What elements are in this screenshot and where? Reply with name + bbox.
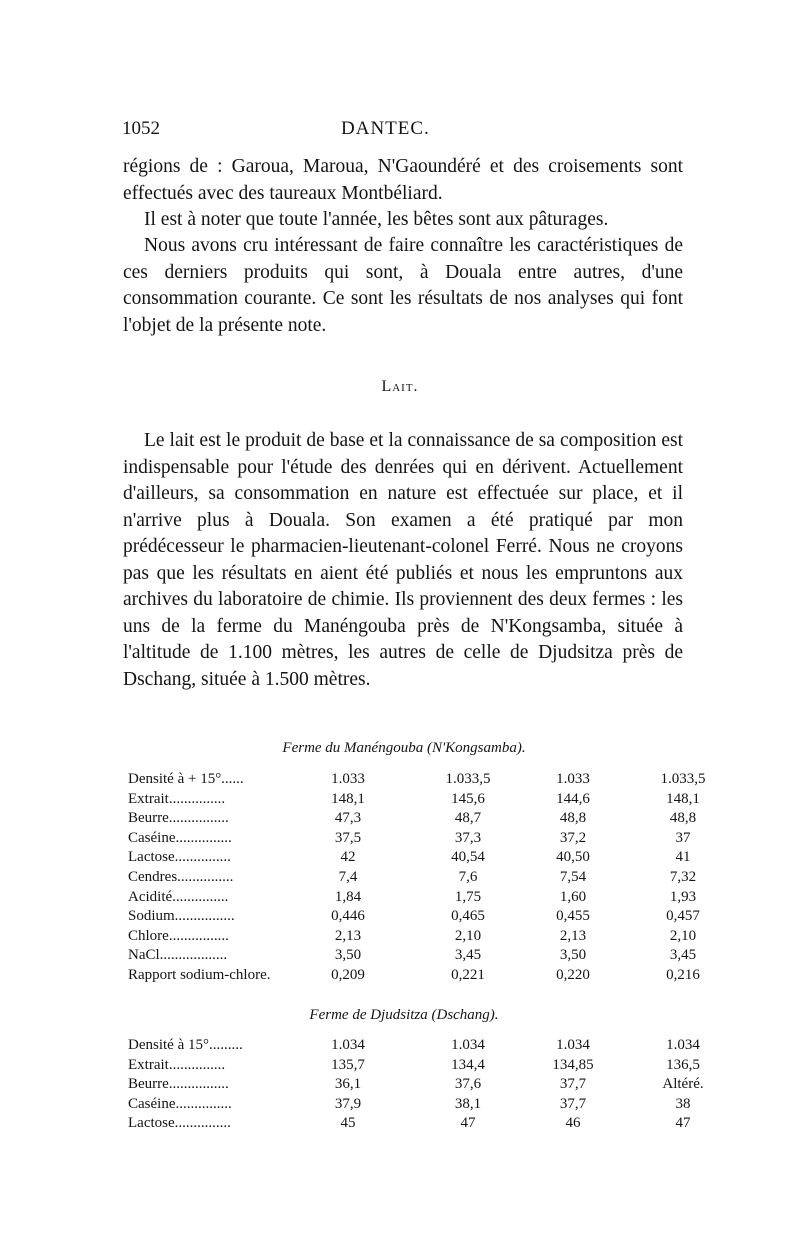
cell: 2,10: [669, 927, 697, 944]
row-label: NaCl..................: [128, 947, 228, 964]
cell: 37: [675, 829, 691, 846]
table-row: [128, 1036, 700, 1056]
cell: 46: [565, 1115, 581, 1131]
cell: 1.033,5: [660, 771, 706, 787]
row-label: Rapport sodium-chlore.: [128, 966, 271, 983]
cell: 2,13: [559, 927, 587, 944]
cell: 40,50: [556, 849, 590, 866]
row-label: Caséine...............: [128, 829, 232, 846]
cell: 148,1: [666, 790, 700, 807]
cell: 1.034: [556, 1037, 590, 1053]
cell: 7,4: [338, 868, 358, 885]
cell: 3,45: [454, 947, 482, 964]
cell: 1.033: [331, 771, 365, 787]
cell: 1.033,5: [445, 771, 491, 787]
row-label: Lactose...............: [128, 1115, 231, 1131]
cell: 47: [460, 1115, 476, 1131]
running-header: [122, 118, 682, 148]
table-row: [128, 770, 706, 790]
row-label: Lactose...............: [128, 849, 231, 866]
table-row: [128, 829, 691, 849]
cell: 0,457: [666, 908, 700, 925]
table-row: [128, 1095, 691, 1115]
cell: 38: [675, 1095, 691, 1112]
table-row: [128, 848, 691, 868]
paragraph-2: Il est à noter que toute l'année, les bêtes sont aux pâturages.: [144, 209, 609, 230]
cell: 1.034: [331, 1037, 365, 1053]
row-label: Sodium................: [128, 908, 235, 925]
table-row: [128, 966, 700, 986]
cell: 0,221: [451, 966, 485, 983]
cell: 135,7: [331, 1056, 365, 1073]
cell: 2,13: [334, 927, 362, 944]
row-label: Densité à 15°.........: [128, 1037, 243, 1053]
cell: 145,6: [451, 790, 485, 807]
paragraph-3: Nous avons cru intéressant de faire connaître les caractéristiques de ces derniers produits qui sont, à Douala entre autres, d'une consommation courante. Ce sont les résultats de nos analyses qui font l'objet de la présente note.: [123, 235, 683, 336]
page-number: 1052: [122, 118, 160, 139]
table-row: [128, 1075, 704, 1095]
cell: 37,5: [334, 829, 362, 846]
cell: 1,75: [454, 888, 482, 905]
cell: 0,216: [666, 966, 700, 983]
running-head-author: DANTEC.: [341, 118, 430, 139]
cell: 1,93: [669, 888, 697, 905]
row-label: Densité à + 15°......: [128, 771, 244, 787]
table-2-caption: Ferme de Djudsitza (Dschang).: [309, 1007, 499, 1023]
table-row: [128, 907, 700, 927]
cell: 0,220: [556, 966, 590, 983]
table-row: [128, 927, 697, 947]
table-manengouba: [128, 770, 706, 986]
cell: 7,32: [669, 868, 697, 885]
cell: 7,54: [559, 868, 587, 885]
cell: 37,7: [559, 1076, 587, 1092]
cell: 37,2: [559, 829, 587, 846]
table-djudsitza: [128, 1036, 704, 1134]
table-row: [128, 790, 700, 810]
cell: 48,8: [669, 810, 697, 827]
cell: 1.034: [451, 1037, 485, 1053]
row-label: Cendres...............: [128, 868, 234, 885]
cell: 37,6: [454, 1076, 482, 1092]
cell: 3,50: [334, 947, 362, 964]
cell: 3,45: [669, 947, 697, 964]
table-row: [128, 809, 697, 829]
cell: 134,4: [451, 1056, 485, 1073]
cell: 1.034: [666, 1037, 700, 1053]
table-row: [128, 868, 697, 888]
section-title-lait: Lait.: [381, 378, 419, 395]
table-row: [128, 946, 697, 966]
cell: 41: [675, 849, 691, 866]
cell: 42: [340, 849, 356, 866]
table-row: [128, 1056, 700, 1076]
cell: 37,9: [334, 1095, 362, 1112]
table-row: [128, 888, 697, 908]
cell: 7,6: [458, 868, 478, 885]
row-label: Caséine...............: [128, 1095, 232, 1112]
cell: 148,1: [331, 790, 365, 807]
cell: 37,7: [559, 1095, 587, 1112]
cell: 48,8: [559, 810, 587, 827]
cell: 40,54: [451, 849, 485, 866]
cell: 3,50: [559, 947, 587, 964]
row-label: Beurre................: [128, 1076, 229, 1092]
table-1-caption: Ferme du Manéngouba (N'Kongsamba).: [282, 740, 526, 756]
cell: 36,1: [334, 1076, 362, 1092]
cell: 37,3: [454, 829, 482, 846]
row-label: Beurre................: [128, 810, 229, 827]
cell: 45: [340, 1115, 356, 1131]
cell: 2,10: [454, 927, 482, 944]
cell: 134,85: [552, 1056, 594, 1073]
cell: 0,209: [331, 966, 365, 983]
paragraph-1: régions de : Garoua, Maroua, N'Gaoundéré et des croisements sont effectués avec des taureaux Montbéliard.: [123, 156, 683, 204]
cell: 0,455: [556, 908, 590, 925]
table-row: [128, 1114, 691, 1134]
cell: 1.033: [556, 771, 590, 787]
cell: 0,465: [451, 908, 485, 925]
cell: 47: [675, 1115, 691, 1131]
cell: Altéré.: [662, 1076, 704, 1092]
cell: 38,1: [454, 1095, 482, 1112]
cell: 144,6: [556, 790, 590, 807]
cell: 48,7: [454, 810, 482, 827]
cell: 136,5: [666, 1056, 700, 1073]
row-label: Chlore................: [128, 927, 229, 944]
cell: 47,3: [334, 810, 362, 827]
cell: 0,446: [331, 908, 365, 925]
cell: 1,60: [559, 888, 587, 905]
row-label: Extrait...............: [128, 790, 226, 807]
row-label: Extrait...............: [128, 1056, 226, 1073]
paragraph-4: Le lait est le produit de base et la connaissance de sa composition est indispensable pour l'étude des denrées qui en dérivent. Actuellement d'ailleurs, sa consommation en nature est effectuée sur place, et il n'arrive plus à Douala. Son examen a été pratiqué par mon prédécesseur le pharmacien-lieutenant-colonel Ferré. Nous ne croyons pas que les résultats en aient été publiés et nous les empruntons aux archives du laboratoire de chimie. Ils proviennent des deux fermes : les uns de la ferme du Manéngouba près de N'Kongsamba, située à l'altitude de 1.100 mètres, les autres de celle de Djudsitza près de Dschang, située à 1.500 mètres.: [123, 430, 683, 690]
row-label: Acidité...............: [128, 888, 229, 905]
cell: 1,84: [334, 888, 362, 905]
